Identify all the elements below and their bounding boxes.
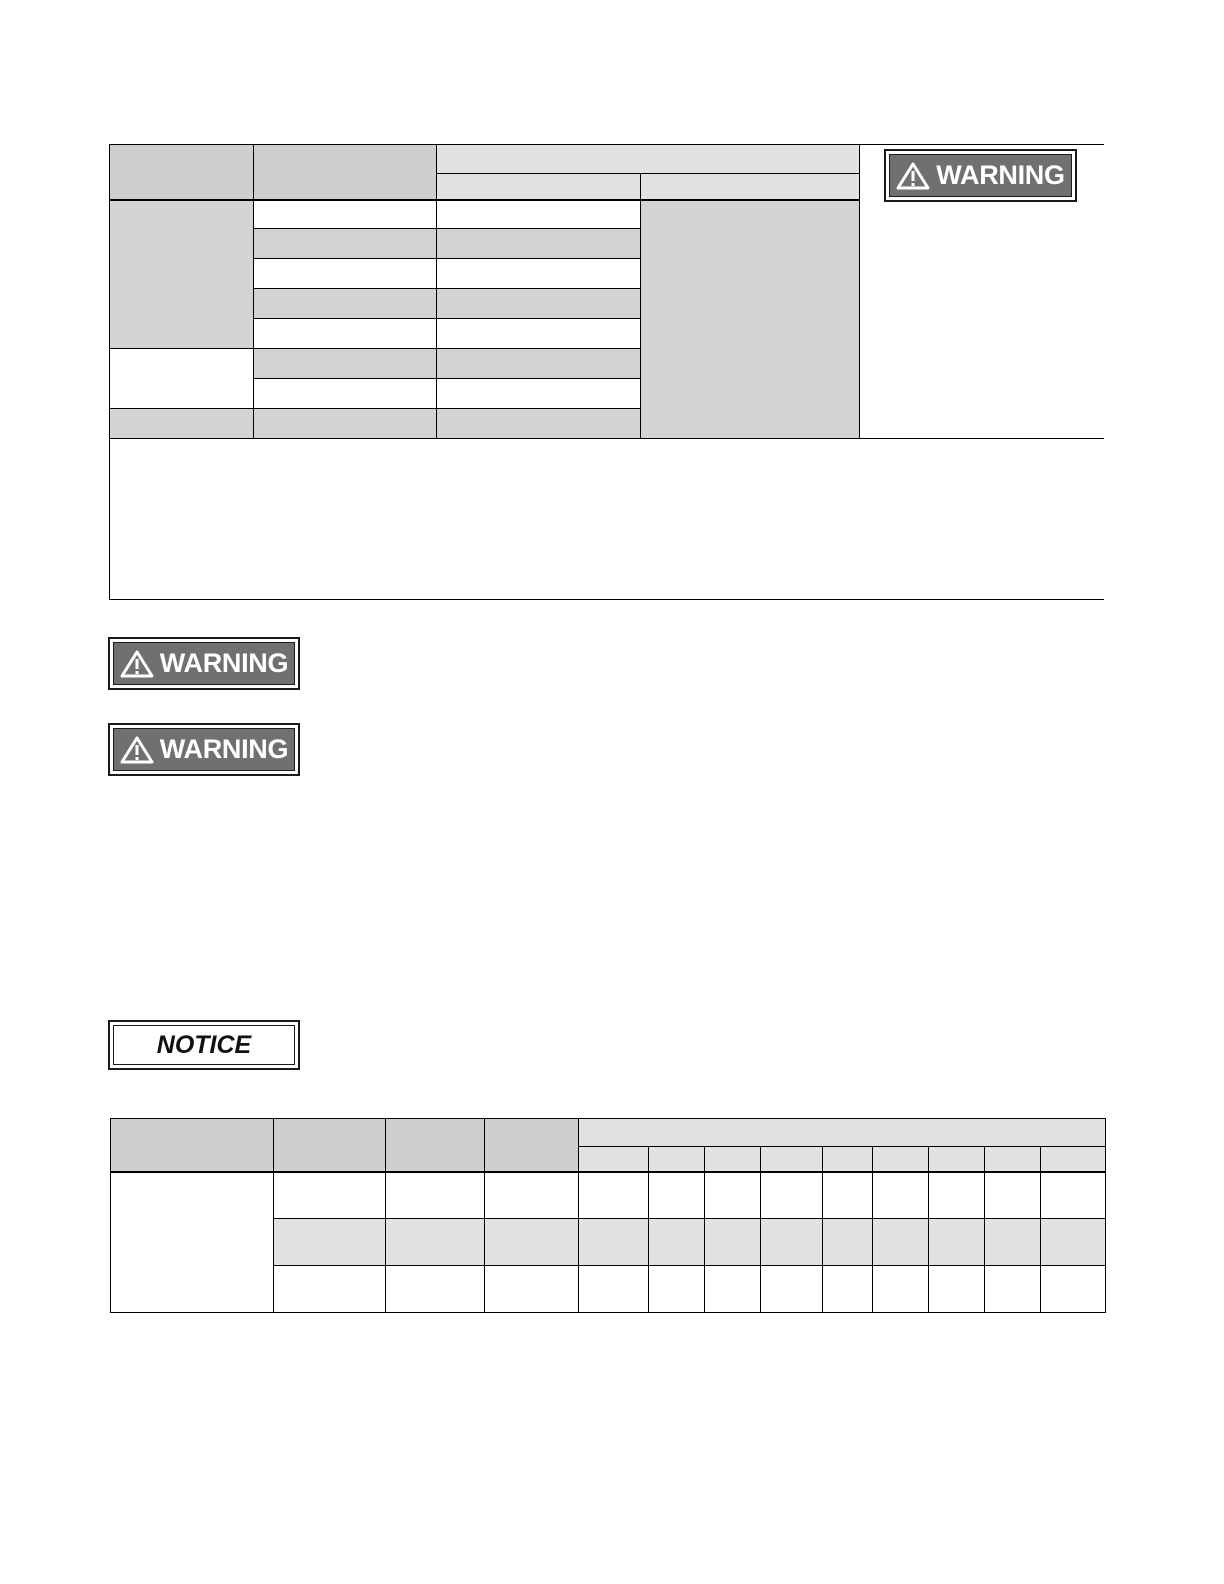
t2-row-2-col-8	[761, 1219, 823, 1266]
table-row-1-col-2	[254, 201, 437, 229]
t2-row-1-col-2	[274, 1173, 386, 1219]
t2-header-sub-6	[873, 1147, 929, 1172]
t2-row-3-col-8	[761, 1266, 823, 1312]
t2-row-3-col-6	[649, 1266, 705, 1312]
notice-badge-inner	[113, 1025, 295, 1065]
group-cell-2	[110, 349, 254, 409]
warning-label: WARNING	[936, 160, 1065, 190]
table-row-4-col-3	[437, 289, 641, 319]
warning-badge-2-inner	[113, 728, 295, 771]
table-row-6-col-2	[254, 349, 437, 379]
group-cell-3	[110, 409, 254, 439]
t2-row-3-col-9	[823, 1266, 873, 1312]
table-row-3-col-3	[437, 259, 641, 289]
t2-row-2-col-10	[873, 1219, 929, 1266]
t2-row-2-col-7	[705, 1219, 761, 1266]
t2-row-2-col-3	[386, 1219, 485, 1266]
specification-table-bottom	[110, 1118, 1106, 1313]
table-row-3-col-2	[254, 259, 437, 289]
table-row-5-col-2	[254, 319, 437, 349]
t2-row-1-col-6	[649, 1173, 705, 1219]
t2-row-2-col-6	[649, 1219, 705, 1266]
warning-triangle-icon	[120, 736, 154, 764]
t2-header-sub-4	[761, 1147, 823, 1172]
t2-group-cell	[111, 1173, 274, 1312]
t2-row-1-col-9	[823, 1173, 873, 1219]
table-row-6-col-3	[437, 349, 641, 379]
header-col-1	[110, 145, 254, 200]
table-row-1-col-3	[437, 201, 641, 229]
warning-badge-2	[108, 723, 300, 776]
t2-row-2-col-2	[274, 1219, 386, 1266]
t2-row-1-col-13	[1041, 1173, 1105, 1219]
header-group	[437, 145, 860, 174]
table-warning-badge-inner	[889, 154, 1072, 197]
t2-row-2-col-4	[485, 1219, 579, 1266]
t2-header-col-2	[274, 1119, 386, 1172]
table-row-7-col-3	[437, 379, 641, 409]
warning-triangle-icon	[120, 650, 154, 678]
t2-row-1-col-10	[873, 1173, 929, 1219]
t2-row-3-col-13	[1041, 1266, 1105, 1312]
warning-triangle-icon	[896, 162, 930, 190]
table-row-2-col-3	[437, 229, 641, 259]
t2-row-3-col-10	[873, 1266, 929, 1312]
t2-header-sub-5	[823, 1147, 873, 1172]
warning-label: WARNING	[159, 648, 289, 678]
header-col-2	[254, 145, 437, 200]
header-sub-2	[641, 174, 860, 200]
merged-notes-cell	[641, 201, 860, 439]
t2-row-2-col-12	[985, 1219, 1041, 1266]
t2-row-1-col-12	[985, 1173, 1041, 1219]
t2-row-1-col-11	[929, 1173, 985, 1219]
warning-badge-1	[108, 637, 300, 690]
t2-row-1-col-5	[579, 1173, 649, 1219]
warning-badge-1-inner	[113, 642, 295, 685]
table-warning-badge	[884, 149, 1077, 202]
t2-header-sub-7	[929, 1147, 985, 1172]
t2-row-3-col-7	[705, 1266, 761, 1312]
t2-row-3-col-5	[579, 1266, 649, 1312]
table-row-8-col-3	[437, 409, 641, 439]
t2-row-2-col-9	[823, 1219, 873, 1266]
t2-header-group	[579, 1119, 1105, 1147]
t2-row-3-col-3	[386, 1266, 485, 1312]
table-row-8-col-2	[254, 409, 437, 439]
t2-row-3-col-4	[485, 1266, 579, 1312]
t2-header-col-4	[485, 1119, 579, 1172]
t2-header-col-1	[111, 1119, 274, 1172]
table-row-7-col-2	[254, 379, 437, 409]
table-row-2-col-2	[254, 229, 437, 259]
notice-label: NOTICE	[156, 1030, 252, 1059]
t2-row-3-col-2	[274, 1266, 386, 1312]
t2-row-1-col-4	[485, 1173, 579, 1219]
t2-header-sub-1	[579, 1147, 649, 1172]
t2-header-sub-9	[1041, 1147, 1105, 1172]
t2-row-3-col-11	[929, 1266, 985, 1312]
t2-row-1-col-3	[386, 1173, 485, 1219]
table-row-4-col-2	[254, 289, 437, 319]
t2-row-3-col-12	[985, 1266, 1041, 1312]
specification-table-top	[109, 144, 1104, 600]
t2-header-col-3	[386, 1119, 485, 1172]
header-sub-1	[437, 174, 641, 200]
table-notes-area	[110, 439, 1104, 599]
notice-badge	[108, 1020, 300, 1070]
table-row-5-col-3	[437, 319, 641, 349]
t2-header-sub-2	[649, 1147, 705, 1172]
group-cell-1	[110, 201, 254, 349]
t2-row-1-col-8	[761, 1173, 823, 1219]
warning-label: WARNING	[159, 734, 289, 764]
t2-header-sub-8	[985, 1147, 1041, 1172]
t2-row-2-col-11	[929, 1219, 985, 1266]
t2-row-2-col-5	[579, 1219, 649, 1266]
t2-header-sub-3	[705, 1147, 761, 1172]
t2-row-2-col-13	[1041, 1219, 1105, 1266]
t2-row-1-col-7	[705, 1173, 761, 1219]
